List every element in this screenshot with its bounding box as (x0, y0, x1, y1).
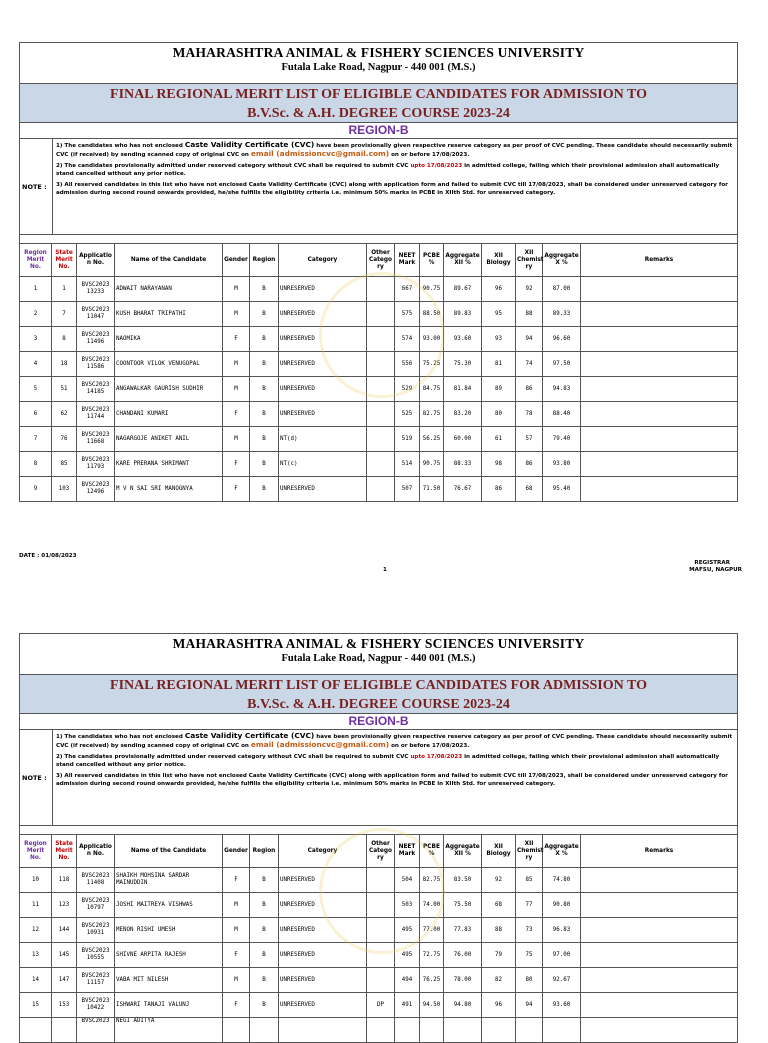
table-cell (367, 477, 395, 502)
table-cell: COONTOOR VILOK VENUGOPAL (115, 352, 223, 377)
table-cell: BVSC2023 11157 (77, 968, 115, 993)
table-cell: 514 (395, 452, 420, 477)
table-cell: 94.83 (543, 377, 581, 402)
list-title-line1: FINAL REGIONAL MERIT LIST OF ELIGIBLE CANDIDATES FOR ADMISSION TO (110, 87, 647, 102)
table-cell: 93 (482, 327, 516, 352)
table-cell: JOSHI MAITREYA VISHWAS (115, 893, 223, 918)
table-cell: B (250, 277, 279, 302)
table-cell: 78 (516, 402, 543, 427)
table-cell: 491 (395, 993, 420, 1018)
table-cell: 494 (395, 968, 420, 993)
table-cell (581, 452, 738, 477)
table-cell: BVSC2023 10931 (77, 918, 115, 943)
table-cell: 74.80 (543, 868, 581, 893)
table-cell: 77.00 (420, 918, 444, 943)
table-cell: B (250, 993, 279, 1018)
note-1: 1) The candidates who has not enclosed Caste Validity Certificate (CVC) have been provisionally given respective reserve category as per proof of CVC pending. These candidate should necessarily submit CVC (if received) by sending scanned copy of original CVC on email (admissioncvc@gmail.com) on or before 17/08/2023. (56, 731, 733, 749)
table-cell: KARE PRERANA SHRIMANT (115, 452, 223, 477)
table-row (20, 452, 738, 477)
table-cell: 94.80 (444, 993, 482, 1018)
table-cell: 7 (52, 302, 77, 327)
notes-box (19, 729, 738, 826)
table-cell: 93.80 (543, 452, 581, 477)
table-cell (367, 402, 395, 427)
cvc-email-link[interactable]: email (admissioncvc@gmail.com) (250, 740, 390, 749)
note-2: 2) The candidates provisionally admitted under reserved category without CVC shall be required to submit CVC upto 17/08/2023 in admitted college, failing which their provisional admission shall automatically stand cancelled without any prior notice. (56, 754, 720, 768)
table-cell: M (223, 352, 250, 377)
table-cell: 89.83 (444, 302, 482, 327)
table-cell: UNRESERVED (279, 893, 367, 918)
table-cell: 6 (20, 402, 52, 427)
table-cell: F (223, 452, 250, 477)
table-cell: 96.60 (543, 327, 581, 352)
list-title-line2: B.V.Sc. & A.H. DEGREE COURSE 2023-24 (247, 697, 510, 712)
table-cell: F (223, 993, 250, 1018)
table-cell: 68 (516, 477, 543, 502)
footer-registrar: REGISTRAR (694, 560, 730, 566)
table-cell: 123 (52, 893, 77, 918)
note-3: 3) All reserved candidates in this list who have not enclosed Caste Validity Certificate (CVC) along with application form and failed to submit CVC till 17/08/2023, shall be considered under unreserved category for admission during second round onwards provided, he/she fulfills the eligibility criteria i.e. minimum 50% marks in PCBE in XIIth Std. for unreserved category. (56, 182, 728, 196)
table-cell: CHANDANI KUMARI (115, 402, 223, 427)
table-row (20, 477, 738, 502)
table-cell: UNRESERVED (279, 968, 367, 993)
table-cell: UNRESERVED (279, 477, 367, 502)
table-cell: 92 (516, 277, 543, 302)
note-label: NOTE : (22, 773, 47, 782)
table-cell: 97.00 (543, 943, 581, 968)
table-cell: F (223, 477, 250, 502)
table-cell: 74.00 (420, 893, 444, 918)
notes-body (52, 730, 737, 825)
list-title-box (19, 674, 738, 714)
table-cell: 98 (482, 452, 516, 477)
table-cell: 88 (482, 918, 516, 943)
table-cell: 3 (20, 327, 52, 352)
table-cell: 68 (482, 893, 516, 918)
table-header-row: Region Merit No. State Merit No. Applicatio n No. Name of the Candidate Gender Region Category Other Catego ry NEET Mark PCBE % Aggregate XII % XII Biology XII Chemist ry Aggregate X % Remarks (20, 835, 738, 868)
table-cell: BVSC2023 11496 (77, 327, 115, 352)
table-cell: 92.67 (543, 968, 581, 993)
university-address: Futala Lake Road, Nagpur - 440 001 (M.S.) (281, 62, 476, 73)
notes-box (19, 138, 738, 235)
table-cell: 94.50 (420, 993, 444, 1018)
table-cell: 96 (482, 277, 516, 302)
table-cell: 76.67 (444, 477, 482, 502)
table-cell: 95.40 (543, 477, 581, 502)
table-cell: F (223, 402, 250, 427)
table-cell: 80 (482, 402, 516, 427)
table-cell: 79 (482, 943, 516, 968)
table-cell: 519 (395, 427, 420, 452)
table-cell (581, 302, 738, 327)
table-cell: 76.25 (420, 968, 444, 993)
table-cell: 87.00 (543, 277, 581, 302)
table-cell: B (250, 452, 279, 477)
table-cell: 10 (20, 868, 52, 893)
university-seal-watermark (319, 272, 445, 398)
table-cell: 82.75 (420, 868, 444, 893)
table-cell: M (223, 302, 250, 327)
university-header (19, 42, 738, 83)
table-cell: 11 (20, 893, 52, 918)
note-2: 2) The candidates provisionally admitted under reserved category without CVC shall be required to submit CVC upto 17/08/2023 in admitted college, failing which their provisional admission shall automatically stand cancelled without any prior notice. (56, 163, 720, 177)
list-title-line1: FINAL REGIONAL MERIT LIST OF ELIGIBLE CANDIDATES FOR ADMISSION TO (110, 678, 647, 693)
table-cell: 62 (52, 402, 77, 427)
table-cell: 8 (20, 452, 52, 477)
table-cell: UNRESERVED (279, 277, 367, 302)
region-label: REGION-B (19, 714, 738, 729)
university-address: Futala Lake Road, Nagpur - 440 001 (M.S.) (281, 653, 476, 664)
table-cell (367, 427, 395, 452)
note-label: NOTE : (22, 182, 47, 191)
table-cell (581, 352, 738, 377)
table-cell: 74 (516, 352, 543, 377)
table-cell: BVSC2023 (77, 1018, 115, 1043)
table-cell: 8 (52, 327, 77, 352)
table-cell: 89.33 (543, 302, 581, 327)
table-cell: 94 (516, 327, 543, 352)
table-cell: B (250, 352, 279, 377)
table-cell: 147 (52, 968, 77, 993)
table-cell: F (223, 327, 250, 352)
table-cell: 75.30 (444, 352, 482, 377)
table-cell: 82.75 (420, 402, 444, 427)
table-cell: 83.20 (444, 402, 482, 427)
table-cell: 13 (20, 943, 52, 968)
table-cell: 103 (52, 477, 77, 502)
table-cell (581, 377, 738, 402)
table-cell: UNRESERVED (279, 993, 367, 1018)
table-cell: 153 (52, 993, 77, 1018)
table-cell: F (223, 943, 250, 968)
table-cell: B (250, 918, 279, 943)
table-row (20, 402, 738, 427)
table-cell: B (250, 427, 279, 452)
table-cell (581, 868, 738, 893)
table-cell: 72.75 (420, 943, 444, 968)
table-cell: 86 (516, 452, 543, 477)
table-cell: 61 (482, 427, 516, 452)
table-cell: 78.00 (444, 968, 482, 993)
table-cell: 15 (20, 993, 52, 1018)
table-cell: 507 (395, 477, 420, 502)
table-cell: 667 (395, 277, 420, 302)
table-cell: M (223, 427, 250, 452)
table-cell: BVSC2023 10797 (77, 893, 115, 918)
table-cell: 7 (20, 427, 52, 452)
table-cell: 75.25 (420, 352, 444, 377)
table-cell (581, 427, 738, 452)
table-cell: 88.40 (543, 402, 581, 427)
table-cell: 73 (516, 918, 543, 943)
table-cell: 96.83 (543, 918, 581, 943)
table-cell (581, 968, 738, 993)
university-name: MAHARASHTRA ANIMAL & FISHERY SCIENCES UNIVERSITY (172, 636, 585, 651)
table-cell: UNRESERVED (279, 943, 367, 968)
table-cell: B (250, 377, 279, 402)
table-cell: 88 (516, 302, 543, 327)
table-cell: 95 (482, 302, 516, 327)
cvc-email-link[interactable]: email (admissioncvc@gmail.com) (250, 149, 390, 158)
table-cell: 82 (482, 968, 516, 993)
table-cell: 89 (482, 377, 516, 402)
table-cell: B (250, 402, 279, 427)
table-cell: B (250, 868, 279, 893)
table-cell: B (250, 968, 279, 993)
table-cell: M (223, 377, 250, 402)
table-cell: B (250, 477, 279, 502)
table-cell: 76.00 (444, 943, 482, 968)
table-cell: 9 (20, 477, 52, 502)
table-cell (581, 918, 738, 943)
table-cell: 525 (395, 402, 420, 427)
table-cell: SHIVNE ARPITA RAJESH (115, 943, 223, 968)
table-cell: 89.67 (444, 277, 482, 302)
merit-list-page-1 (19, 42, 738, 502)
table-cell: B (250, 302, 279, 327)
table-cell: 60.00 (444, 427, 482, 452)
list-title-line2: B.V.Sc. & A.H. DEGREE COURSE 2023-24 (247, 106, 510, 121)
notes-body (52, 139, 737, 234)
table-cell: F (223, 868, 250, 893)
table-cell: VABA MIT NILESH (115, 968, 223, 993)
table-cell: DP (367, 993, 395, 1018)
table-cell: 556 (395, 352, 420, 377)
note-3: 3) All reserved candidates in this list who have not enclosed Caste Validity Certificate (CVC) along with application form and failed to submit CVC till 17/08/2023, shall be considered under unreserved category for admission during second round onwards provided, he/she fulfills the eligibility criteria i.e. minimum 50% marks in PCBE in XIIth Std. for unreserved category. (56, 773, 728, 787)
footer-date: DATE : 01/08/2023 (19, 553, 77, 559)
table-cell: 495 (395, 918, 420, 943)
table-cell: BVSC2023 11586 (77, 352, 115, 377)
table-cell: 5 (20, 377, 52, 402)
table-cell (367, 968, 395, 993)
table-cell: ISHWARI TANAJI VALUNJ (115, 993, 223, 1018)
university-header (19, 633, 738, 674)
table-cell: 86 (482, 477, 516, 502)
table-row (20, 427, 738, 452)
table-cell: UNRESERVED (279, 352, 367, 377)
region-label: REGION-B (19, 123, 738, 138)
table-cell: 90.75 (420, 277, 444, 302)
table-cell: 96 (482, 993, 516, 1018)
table-cell (581, 327, 738, 352)
table-cell: NAGARGOJE ANIKET ANIL (115, 427, 223, 452)
table-cell: UNRESERVED (279, 377, 367, 402)
table-cell: 92 (482, 868, 516, 893)
table-cell: 81.84 (444, 377, 482, 402)
table-cell: NT(c) (279, 452, 367, 477)
table-cell: 75.50 (444, 893, 482, 918)
table-cell: ANGAWALKAR GAURISH SUDHIR (115, 377, 223, 402)
merit-list-page-2 (19, 633, 738, 1043)
table-cell: 94 (516, 993, 543, 1018)
table-cell: 575 (395, 302, 420, 327)
table-row-partial (20, 1018, 738, 1043)
footer-office: MAFSU, NAGPUR (689, 567, 742, 573)
table-cell: BVSC2023 11668 (77, 427, 115, 452)
table-cell: 118 (52, 868, 77, 893)
table-cell: B (250, 327, 279, 352)
table-cell (581, 993, 738, 1018)
table-cell: 93.60 (444, 327, 482, 352)
table-cell: 71.50 (420, 477, 444, 502)
table-cell (581, 477, 738, 502)
table-cell: 495 (395, 943, 420, 968)
table-cell: 85 (516, 868, 543, 893)
table-cell: UNRESERVED (279, 402, 367, 427)
table-cell: 88.33 (444, 452, 482, 477)
table-cell: UNRESERVED (279, 918, 367, 943)
table-cell: 93.00 (420, 327, 444, 352)
table-cell: 1 (52, 277, 77, 302)
table-cell: M (223, 968, 250, 993)
table-cell: 77 (516, 893, 543, 918)
list-title-box (19, 83, 738, 123)
table-cell: NEGI ADITYA (115, 1018, 223, 1043)
table-cell: B (250, 943, 279, 968)
table-cell: SHAIKH MOHSINA SARDAR MAINUDDIN (115, 868, 223, 893)
table-cell (367, 452, 395, 477)
table-cell: M (223, 277, 250, 302)
note-1: 1) The candidates who has not enclosed Caste Validity Certificate (CVC) have been provisionally given respective reserve category as per proof of CVC pending. These candidate should necessarily submit CVC (if received) by sending scanned copy of original CVC on email (admissioncvc@gmail.com) on or before 17/08/2023. (56, 140, 733, 158)
table-cell: UNRESERVED (279, 868, 367, 893)
table-cell: 80 (516, 968, 543, 993)
table-cell: M V N SAI SRI MANOGNYA (115, 477, 223, 502)
table-cell: M (223, 893, 250, 918)
table-cell: UNRESERVED (279, 327, 367, 352)
table-cell: 75 (516, 943, 543, 968)
table-cell (581, 943, 738, 968)
table-cell: 77.83 (444, 918, 482, 943)
table-cell: 90.75 (420, 452, 444, 477)
table-cell: 88.50 (420, 302, 444, 327)
table-cell: MENON RISHI UMESH (115, 918, 223, 943)
table-cell: KUSH BHARAT TRIPATHI (115, 302, 223, 327)
table-cell: 1 (20, 277, 52, 302)
table-cell (581, 893, 738, 918)
table-cell: BVSC2023 11744 (77, 402, 115, 427)
table-cell (581, 402, 738, 427)
table-cell: 2 (20, 302, 52, 327)
table-cell: 144 (52, 918, 77, 943)
table-cell: M (223, 918, 250, 943)
table-row (20, 993, 738, 1018)
table-cell: B (250, 893, 279, 918)
table-cell: 18 (52, 352, 77, 377)
table-cell: 529 (395, 377, 420, 402)
table-cell: 84.75 (420, 377, 444, 402)
table-cell: 504 (395, 868, 420, 893)
table-cell: 57 (516, 427, 543, 452)
table-row (20, 968, 738, 993)
table-cell: BVSC2023 10555 (77, 943, 115, 968)
table-cell: 145 (52, 943, 77, 968)
table-cell: 574 (395, 327, 420, 352)
table-cell: 12 (20, 918, 52, 943)
table-cell: 76 (52, 427, 77, 452)
table-cell: BVSC2023 11793 (77, 452, 115, 477)
table-cell: 14 (20, 968, 52, 993)
table-cell: NT(d) (279, 427, 367, 452)
table-cell: BVSC2023 11408 (77, 868, 115, 893)
table-cell: 90.80 (543, 893, 581, 918)
table-cell: 83.50 (444, 868, 482, 893)
table-cell: BVSC2023 12496 (77, 477, 115, 502)
table-cell: 51 (52, 377, 77, 402)
table-header-row: Region Merit No. State Merit No. Applicatio n No. Name of the Candidate Gender Region Category Other Catego ry NEET Mark PCBE % Aggregate XII % XII Biology XII Chemist ry Aggregate X % Remarks (20, 244, 738, 277)
table-cell: UNRESERVED (279, 302, 367, 327)
table-cell: 56.25 (420, 427, 444, 452)
table-cell: BVSC2023 10422 (77, 993, 115, 1018)
table-cell: ADWAIT NARAYANAN (115, 277, 223, 302)
footer-page-number: 1 (383, 567, 387, 573)
table-cell: BVSC2023 14185 (77, 377, 115, 402)
table-cell: NAOMIKA (115, 327, 223, 352)
table-cell: 81 (482, 352, 516, 377)
table-cell: 93.60 (543, 993, 581, 1018)
table-cell: BVSC2023 11047 (77, 302, 115, 327)
university-name: MAHARASHTRA ANIMAL & FISHERY SCIENCES UNIVERSITY (172, 45, 585, 60)
table-cell: 4 (20, 352, 52, 377)
table-cell: 86 (516, 377, 543, 402)
table-cell: 97.50 (543, 352, 581, 377)
table-cell: 85 (52, 452, 77, 477)
table-cell: 503 (395, 893, 420, 918)
university-seal-watermark (319, 828, 445, 954)
table-cell (581, 277, 738, 302)
table-cell: BVSC2023 13233 (77, 277, 115, 302)
table-cell: 79.40 (543, 427, 581, 452)
